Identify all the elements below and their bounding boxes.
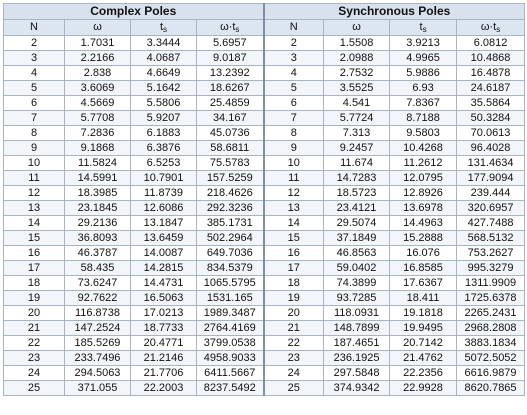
complex-n-cell: 17 <box>4 261 65 276</box>
synchronous-n-cell: 8 <box>264 126 324 141</box>
synchronous-omega-cell: 5.7724 <box>324 111 390 126</box>
synchronous-omega-ts-cell: 1311.9909 <box>457 276 525 291</box>
complex-n-cell: 13 <box>4 201 65 216</box>
synchronous-ts-cell: 12.8926 <box>390 186 457 201</box>
complex-omega-cell: 46.3787 <box>65 246 131 261</box>
complex-n-cell: 6 <box>4 96 65 111</box>
complex-omega-ts-cell: 45.0736 <box>197 126 264 141</box>
synchronous-omega-cell: 118.0931 <box>324 306 390 321</box>
complex-omega-cell: 92.7622 <box>65 291 131 306</box>
synchronous-omega-cell: 74.3899 <box>324 276 390 291</box>
complex-omega-ts-cell: 75.5783 <box>197 156 264 171</box>
synchronous-omega-cell: 9.2457 <box>324 141 390 156</box>
complex-n-cell: 7 <box>4 111 65 126</box>
synchronous-n-cell: 21 <box>264 321 324 336</box>
complex-omega-ts-cell: 6411.5667 <box>197 366 264 381</box>
synchronous-n-cell: 19 <box>264 291 324 306</box>
synchronous-ts-cell: 5.9886 <box>390 66 457 81</box>
synchronous-omega-ts-cell: 96.4028 <box>457 141 525 156</box>
complex-omega-ts-cell: 8237.5492 <box>197 381 264 396</box>
complex-n-cell: 18 <box>4 276 65 291</box>
synchronous-omega-ts-cell: 568.5132 <box>457 231 525 246</box>
complex-omega-ts-cell: 834.5379 <box>197 261 264 276</box>
synchronous-omega-cell: 297.5848 <box>324 366 390 381</box>
synchronous-n-cell: 22 <box>264 336 324 351</box>
complex-ts-cell: 4.0687 <box>131 51 197 66</box>
complex-n-cell: 10 <box>4 156 65 171</box>
complex-omega-cell: 36.8093 <box>65 231 131 246</box>
synchronous-ts-cell: 12.0795 <box>390 171 457 186</box>
synchronous-n-cell: 10 <box>264 156 324 171</box>
synchronous-ts-cell: 22.2356 <box>390 366 457 381</box>
synchronous-ts-cell: 10.4268 <box>390 141 457 156</box>
synchronous-omega-ts-cell: 3883.1834 <box>457 336 525 351</box>
synchronous-poles-header: Synchronous Poles <box>264 4 525 20</box>
complex-n-cell: 25 <box>4 381 65 396</box>
header-n-text: N <box>30 21 38 33</box>
complex-omega-cell: 23.1845 <box>65 201 131 216</box>
synchronous-n-cell: 18 <box>264 276 324 291</box>
complex-ts-cell: 12.6086 <box>131 201 197 216</box>
synchronous-omega-cell: 3.5525 <box>324 81 390 96</box>
complex-omega-ts-cell: 2764.4169 <box>197 321 264 336</box>
synchronous-omega-cell: 23.4121 <box>324 201 390 216</box>
synchronous-omega-ts-cell: 10.4868 <box>457 51 525 66</box>
complex-ts-cell: 18.7733 <box>131 321 197 336</box>
group-header-row <box>4 4 525 20</box>
synchronous-omega-cell: 1.5508 <box>324 36 390 51</box>
table-row <box>4 336 525 351</box>
complex-ts-cell: 14.4731 <box>131 276 197 291</box>
complex-omega-header <box>65 20 131 36</box>
complex-omega-cell: 7.2836 <box>65 126 131 141</box>
synchronous-omega-ts-cell: 5072.5052 <box>457 351 525 366</box>
complex-omega-cell: 9.1868 <box>65 141 131 156</box>
complex-omega-ts-cell: 58.6811 <box>197 141 264 156</box>
table-row <box>4 291 525 306</box>
synchronous-omega-cell: 148.7899 <box>324 321 390 336</box>
table-row <box>4 36 525 51</box>
header-omega-t-text: ω·t <box>220 21 236 33</box>
synchronous-omega-cell: 187.4651 <box>324 336 390 351</box>
synchronous-omega-ts-cell: 995.3279 <box>457 261 525 276</box>
complex-omega-cell: 14.5991 <box>65 171 131 186</box>
complex-omega-cell: 4.5669 <box>65 96 131 111</box>
complex-omega-ts-cell: 25.4859 <box>197 96 264 111</box>
synchronous-omega-ts-cell: 70.0613 <box>457 126 525 141</box>
complex-omega-ts-cell: 157.5259 <box>197 171 264 186</box>
complex-n-cell: 12 <box>4 186 65 201</box>
synchronous-omega-ts-cell: 2265.2431 <box>457 306 525 321</box>
complex-ts-cell: 10.7901 <box>131 171 197 186</box>
table-row <box>4 141 525 156</box>
complex-ts-cell: 6.1883 <box>131 126 197 141</box>
synchronous-omega-ts-cell: 2968.2808 <box>457 321 525 336</box>
synchronous-omega-ts-cell: 753.2627 <box>457 246 525 261</box>
synchronous-ts-cell: 16.076 <box>390 246 457 261</box>
complex-omega-cell: 147.2524 <box>65 321 131 336</box>
complex-omega-ts-cell: 292.3236 <box>197 201 264 216</box>
complex-n-cell: 22 <box>4 336 65 351</box>
synchronous-ts-cell: 3.9213 <box>390 36 457 51</box>
complex-omega-ts-header <box>197 20 264 36</box>
synchronous-omega-ts-cell: 131.4634 <box>457 156 525 171</box>
complex-omega-cell: 11.5824 <box>65 156 131 171</box>
synchronous-ts-cell: 18.411 <box>390 291 457 306</box>
complex-n-cell: 21 <box>4 321 65 336</box>
synchronous-ts-cell: 22.9928 <box>390 381 457 396</box>
synchronous-omega-ts-cell: 24.6187 <box>457 81 525 96</box>
poles-table-container <box>3 3 524 411</box>
synchronous-ts-header <box>390 20 457 36</box>
synchronous-omega-cell: 29.5074 <box>324 216 390 231</box>
synchronous-ts-cell: 4.9965 <box>390 51 457 66</box>
complex-omega-ts-cell: 5.6957 <box>197 36 264 51</box>
header-t-sub: s <box>422 25 427 34</box>
complex-omega-ts-cell: 34.167 <box>197 111 264 126</box>
synchronous-omega-cell: 374.9342 <box>324 381 390 396</box>
synchronous-omega-ts-cell: 320.6957 <box>457 201 525 216</box>
complex-omega-cell: 58.435 <box>65 261 131 276</box>
table-row <box>4 126 525 141</box>
complex-ts-cell: 21.2146 <box>131 351 197 366</box>
synchronous-n-cell: 14 <box>264 216 324 231</box>
complex-ts-cell: 3.3444 <box>131 36 197 51</box>
complex-omega-cell: 2.2166 <box>65 51 131 66</box>
header-omega-t-sub: s <box>235 25 240 34</box>
header-t-text: t <box>159 21 164 33</box>
complex-omega-ts-cell: 9.0187 <box>197 51 264 66</box>
synchronous-omega-cell: 11.674 <box>324 156 390 171</box>
table-row <box>4 66 525 81</box>
complex-n-cell: 3 <box>4 51 65 66</box>
table-row <box>4 246 525 261</box>
complex-omega-ts-cell: 502.2964 <box>197 231 264 246</box>
table-body <box>4 36 525 396</box>
table-row <box>4 231 525 246</box>
synchronous-omega-cell: 236.1925 <box>324 351 390 366</box>
complex-ts-cell: 20.4771 <box>131 336 197 351</box>
synchronous-n-cell: 20 <box>264 306 324 321</box>
header-n-text: N <box>289 21 298 33</box>
table-row <box>4 216 525 231</box>
table-row <box>4 351 525 366</box>
synchronous-omega-cell: 4.541 <box>324 96 390 111</box>
complex-n-cell: 8 <box>4 126 65 141</box>
poles-table <box>3 3 525 396</box>
table-row <box>4 81 525 96</box>
synchronous-n-header <box>264 20 324 36</box>
synchronous-omega-cell: 93.7285 <box>324 291 390 306</box>
complex-omega-cell: 185.5269 <box>65 336 131 351</box>
complex-omega-cell: 233.7496 <box>65 351 131 366</box>
synchronous-n-cell: 25 <box>264 381 324 396</box>
synchronous-omega-cell: 46.8563 <box>324 246 390 261</box>
table-row <box>4 96 525 111</box>
complex-omega-ts-cell: 3799.0538 <box>197 336 264 351</box>
table-row <box>4 306 525 321</box>
complex-n-cell: 19 <box>4 291 65 306</box>
complex-n-cell: 15 <box>4 231 65 246</box>
table-row <box>4 201 525 216</box>
synchronous-ts-cell: 16.8585 <box>390 261 457 276</box>
synchronous-ts-cell: 14.4963 <box>390 216 457 231</box>
synchronous-omega-ts-cell: 50.3284 <box>457 111 525 126</box>
synchronous-omega-ts-cell: 8620.7865 <box>457 381 525 396</box>
table-row <box>4 156 525 171</box>
header-omega-t-text: ω·t <box>480 21 497 33</box>
complex-ts-cell: 6.3876 <box>131 141 197 156</box>
synchronous-ts-cell: 15.2888 <box>390 231 457 246</box>
synchronous-ts-cell: 21.4762 <box>390 351 457 366</box>
synchronous-ts-cell: 6.93 <box>390 81 457 96</box>
synchronous-omega-ts-cell: 35.5864 <box>457 96 525 111</box>
synchronous-omega-ts-cell: 177.9094 <box>457 171 525 186</box>
complex-poles-header: Complex Poles <box>4 4 264 20</box>
header-omega-text: ω <box>352 21 361 33</box>
complex-omega-cell: 5.7708 <box>65 111 131 126</box>
complex-n-cell: 14 <box>4 216 65 231</box>
synchronous-omega-cell: 37.1849 <box>324 231 390 246</box>
synchronous-omega-cell: 59.0402 <box>324 261 390 276</box>
complex-ts-cell: 5.1642 <box>131 81 197 96</box>
complex-n-cell: 20 <box>4 306 65 321</box>
synchronous-omega-ts-cell: 6616.9879 <box>457 366 525 381</box>
complex-n-cell: 4 <box>4 66 65 81</box>
table-row <box>4 261 525 276</box>
synchronous-n-cell: 23 <box>264 351 324 366</box>
complex-ts-cell: 11.8739 <box>131 186 197 201</box>
synchronous-n-cell: 6 <box>264 96 324 111</box>
synchronous-omega-ts-cell: 427.7488 <box>457 216 525 231</box>
complex-n-header <box>4 20 65 36</box>
complex-n-cell: 23 <box>4 351 65 366</box>
complex-omega-ts-cell: 649.7036 <box>197 246 264 261</box>
synchronous-omega-cell: 2.7532 <box>324 66 390 81</box>
synchronous-n-cell: 2 <box>264 36 324 51</box>
synchronous-ts-cell: 11.2612 <box>390 156 457 171</box>
complex-omega-cell: 294.5063 <box>65 366 131 381</box>
header-omega-t-sub: s <box>496 25 501 34</box>
complex-omega-ts-cell: 1989.3487 <box>197 306 264 321</box>
complex-n-cell: 9 <box>4 141 65 156</box>
complex-omega-cell: 1.7031 <box>65 36 131 51</box>
complex-ts-cell: 14.0087 <box>131 246 197 261</box>
complex-omega-cell: 2.838 <box>65 66 131 81</box>
table-row <box>4 321 525 336</box>
synchronous-ts-cell: 17.6367 <box>390 276 457 291</box>
complex-ts-cell: 13.1847 <box>131 216 197 231</box>
synchronous-ts-cell: 19.9495 <box>390 321 457 336</box>
column-header-row <box>4 20 525 36</box>
synchronous-ts-cell: 13.6978 <box>390 201 457 216</box>
complex-n-cell: 24 <box>4 366 65 381</box>
complex-ts-cell: 4.6649 <box>131 66 197 81</box>
synchronous-n-cell: 15 <box>264 231 324 246</box>
table-row <box>4 366 525 381</box>
synchronous-omega-cell: 14.7283 <box>324 171 390 186</box>
complex-n-cell: 5 <box>4 81 65 96</box>
complex-ts-cell: 13.6459 <box>131 231 197 246</box>
synchronous-n-cell: 11 <box>264 171 324 186</box>
synchronous-omega-ts-cell: 1725.6378 <box>457 291 525 306</box>
complex-ts-cell: 16.5063 <box>131 291 197 306</box>
table-row <box>4 186 525 201</box>
synchronous-omega-ts-cell: 6.0812 <box>457 36 525 51</box>
complex-n-cell: 2 <box>4 36 65 51</box>
synchronous-ts-cell: 8.7188 <box>390 111 457 126</box>
table-row <box>4 381 525 396</box>
synchronous-n-cell: 13 <box>264 201 324 216</box>
synchronous-n-cell: 7 <box>264 111 324 126</box>
synchronous-omega-ts-cell: 239.444 <box>457 186 525 201</box>
complex-ts-cell: 5.5806 <box>131 96 197 111</box>
synchronous-omega-cell: 7.313 <box>324 126 390 141</box>
complex-omega-ts-cell: 13.2392 <box>197 66 264 81</box>
synchronous-n-cell: 3 <box>264 51 324 66</box>
header-omega-text: ω <box>93 21 102 33</box>
complex-omega-cell: 371.055 <box>65 381 131 396</box>
synchronous-omega-ts-cell: 16.4878 <box>457 66 525 81</box>
complex-omega-cell: 3.6069 <box>65 81 131 96</box>
table-row <box>4 51 525 66</box>
header-t-sub: s <box>163 25 168 34</box>
complex-ts-cell: 6.5253 <box>131 156 197 171</box>
synchronous-n-cell: 5 <box>264 81 324 96</box>
complex-ts-cell: 5.9207 <box>131 111 197 126</box>
synchronous-ts-cell: 20.7142 <box>390 336 457 351</box>
synchronous-ts-cell: 19.1818 <box>390 306 457 321</box>
synchronous-omega-ts-header <box>457 20 525 36</box>
complex-omega-ts-cell: 1065.5795 <box>197 276 264 291</box>
synchronous-ts-cell: 7.8367 <box>390 96 457 111</box>
header-t-text: t <box>419 21 423 33</box>
synchronous-ts-cell: 9.5803 <box>390 126 457 141</box>
complex-omega-cell: 116.8738 <box>65 306 131 321</box>
complex-omega-cell: 18.3985 <box>65 186 131 201</box>
synchronous-n-cell: 12 <box>264 186 324 201</box>
complex-omega-cell: 29.2136 <box>65 216 131 231</box>
synchronous-omega-cell: 18.5723 <box>324 186 390 201</box>
complex-omega-ts-cell: 218.4626 <box>197 186 264 201</box>
complex-ts-header <box>131 20 197 36</box>
synchronous-n-cell: 24 <box>264 366 324 381</box>
synchronous-n-cell: 17 <box>264 261 324 276</box>
complex-omega-ts-cell: 1531.165 <box>197 291 264 306</box>
complex-omega-ts-cell: 18.6267 <box>197 81 264 96</box>
complex-omega-cell: 73.6247 <box>65 276 131 291</box>
complex-ts-cell: 22.2003 <box>131 381 197 396</box>
synchronous-n-cell: 9 <box>264 141 324 156</box>
complex-omega-ts-cell: 4958.9033 <box>197 351 264 366</box>
synchronous-n-cell: 4 <box>264 66 324 81</box>
synchronous-omega-cell: 2.0988 <box>324 51 390 66</box>
complex-omega-ts-cell: 385.1731 <box>197 216 264 231</box>
complex-n-cell: 16 <box>4 246 65 261</box>
synchronous-omega-header <box>324 20 390 36</box>
complex-ts-cell: 14.2815 <box>131 261 197 276</box>
complex-ts-cell: 17.0213 <box>131 306 197 321</box>
complex-n-cell: 11 <box>4 171 65 186</box>
table-row <box>4 171 525 186</box>
synchronous-n-cell: 16 <box>264 246 324 261</box>
table-row <box>4 111 525 126</box>
table-row <box>4 276 525 291</box>
complex-ts-cell: 21.7706 <box>131 366 197 381</box>
